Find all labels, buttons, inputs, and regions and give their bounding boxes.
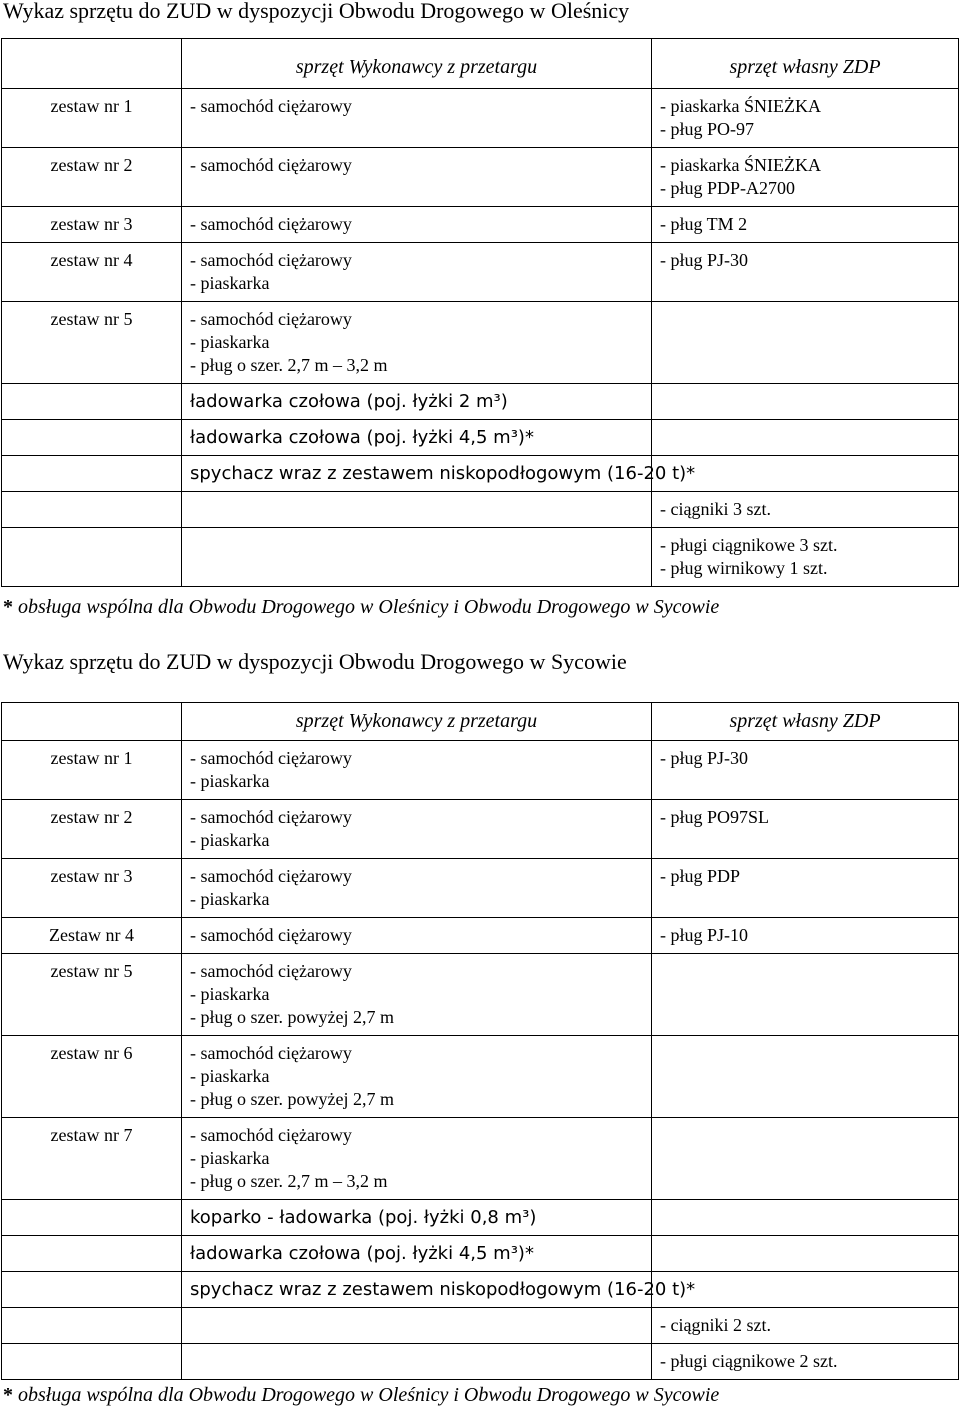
header-empty	[2, 39, 182, 89]
set-label: zestaw nr 3	[2, 859, 182, 918]
table-row	[2, 456, 959, 492]
table-row	[2, 1200, 959, 1236]
table-row	[2, 89, 959, 148]
contractor-equipment	[182, 741, 652, 800]
equipment-item: - piaskarka	[190, 332, 270, 352]
equipment-item: - samochód ciężarowy	[190, 1125, 352, 1145]
contractor-equipment	[182, 420, 652, 456]
table-row	[2, 1272, 959, 1308]
equipment-item: - pług PJ-30	[660, 250, 749, 270]
own-equipment	[652, 859, 959, 918]
footnote-mark: *	[3, 596, 13, 618]
table-row	[2, 420, 959, 456]
set-label	[2, 492, 182, 528]
set-label: zestaw nr 7	[2, 1118, 182, 1200]
equipment-item: - ciągniki 3 szt.	[660, 499, 771, 519]
equipment-item: ładowarka czołowa (poj. łyżki 4,5 m³)*	[190, 427, 534, 448]
contractor-equipment	[182, 1236, 652, 1272]
own-equipment	[652, 1200, 959, 1236]
table-row	[2, 1236, 959, 1272]
set-label	[2, 1200, 182, 1236]
contractor-equipment	[182, 207, 652, 243]
contractor-equipment	[182, 148, 652, 207]
own-equipment	[652, 1036, 959, 1118]
own-equipment	[652, 207, 959, 243]
own-equipment	[652, 384, 959, 420]
footnote-mark: *	[3, 1384, 13, 1406]
header-contractor: sprzęt Wykonawcy z przetargu	[182, 703, 652, 741]
contractor-equipment	[182, 859, 652, 918]
header-own: sprzęt własny ZDP	[652, 703, 959, 741]
section1-title: Wykaz sprzętu do ZUD w dyspozycji Obwodu Drogowego w Oleśnicy	[3, 0, 630, 23]
equipment-item: ładowarka czołowa (poj. łyżki 4,5 m³)*	[190, 1243, 534, 1264]
own-equipment	[652, 1236, 959, 1272]
contractor-equipment	[182, 492, 652, 528]
table-row	[2, 528, 959, 587]
contractor-equipment	[182, 1308, 652, 1344]
table-row	[2, 492, 959, 528]
set-label	[2, 1308, 182, 1344]
own-equipment	[652, 89, 959, 148]
equipment-item: spychacz wraz z zestawem niskopodłogowym (16-20 t)*	[190, 1279, 696, 1300]
table-row	[2, 207, 959, 243]
table-row	[2, 800, 959, 859]
equipment-item: - samochód ciężarowy	[190, 748, 352, 768]
section2-title: Wykaz sprzętu do ZUD w dyspozycji Obwodu Drogowego w Sycowie	[3, 649, 627, 674]
own-equipment	[652, 528, 959, 587]
equipment-item: - samochód ciężarowy	[190, 1043, 352, 1063]
equipment-item: - piaskarka	[190, 1066, 270, 1086]
equipment-item: - samochód ciężarowy	[190, 309, 352, 329]
contractor-equipment	[182, 456, 696, 492]
set-label	[2, 384, 182, 420]
own-equipment	[652, 1272, 959, 1308]
equipment-item: - pługi ciągnikowe 3 szt.	[660, 535, 838, 555]
set-label: zestaw nr 1	[2, 89, 182, 148]
equipment-item: - pług PO97SL	[660, 807, 770, 827]
set-label	[2, 1344, 182, 1380]
table-row	[2, 1344, 959, 1380]
equipment-item: - samochód ciężarowy	[190, 866, 352, 886]
equipment-item: - pług PO-97	[660, 119, 754, 139]
contractor-equipment	[182, 528, 652, 587]
set-label: zestaw nr 3	[2, 207, 182, 243]
equipment-item: - pługi ciągnikowe 2 szt.	[660, 1351, 838, 1371]
equipment-item: - piaskarka	[190, 273, 270, 293]
equipment-item: - piaskarka ŚNIEŻKA	[660, 96, 821, 116]
equipment-item: koparko - ładowarka (poj. łyżki 0,8 m³)	[190, 1207, 537, 1228]
equipment-item: - samochód ciężarowy	[190, 250, 352, 270]
contractor-equipment	[182, 1036, 652, 1118]
footnote-1	[3, 595, 719, 619]
contractor-equipment	[182, 302, 652, 384]
contractor-equipment	[182, 89, 652, 148]
equipment-item: - pług o szer. powyżej 2,7 m	[190, 1089, 394, 1109]
set-label: zestaw nr 5	[2, 954, 182, 1036]
equipment-item: spychacz wraz z zestawem niskopodłogowym (16-20 t)*	[190, 463, 696, 484]
equipment-item: - ciągniki 2 szt.	[660, 1315, 771, 1335]
own-equipment	[652, 148, 959, 207]
equipment-item: ładowarka czołowa (poj. łyżki 2 m³)	[190, 391, 508, 412]
equipment-item: - pług PJ-30	[660, 748, 749, 768]
own-equipment	[652, 243, 959, 302]
table-row	[2, 148, 959, 207]
equipment-item: - pług wirnikowy 1 szt.	[660, 558, 828, 578]
equipment-item: - piaskarka	[190, 771, 270, 791]
set-label: zestaw nr 2	[2, 800, 182, 859]
equipment-item: - pług PDP-A2700	[660, 178, 796, 198]
set-label: zestaw nr 1	[2, 741, 182, 800]
set-label	[2, 420, 182, 456]
equipment-item: - samochód ciężarowy	[190, 807, 352, 827]
own-equipment	[652, 456, 959, 492]
table-row	[2, 954, 959, 1036]
own-equipment	[652, 420, 959, 456]
equipment-item: - samochód ciężarowy	[190, 925, 352, 945]
contractor-equipment	[182, 384, 652, 420]
contractor-equipment	[182, 243, 652, 302]
equipment-item: - samochód ciężarowy	[190, 214, 352, 234]
own-equipment	[652, 492, 959, 528]
own-equipment	[652, 918, 959, 954]
set-label	[2, 528, 182, 587]
table-row	[2, 302, 959, 384]
equipment-item: - piaskarka	[190, 1148, 270, 1168]
equipment-item: - piaskarka	[190, 984, 270, 1004]
equipment-table-sycow	[1, 702, 959, 1380]
equipment-item: - piaskarka	[190, 830, 270, 850]
equipment-item: - samochód ciężarowy	[190, 155, 352, 175]
table-row	[2, 741, 959, 800]
own-equipment	[652, 302, 959, 384]
equipment-item: - pług o szer. 2,7 m – 3,2 m	[190, 355, 388, 375]
header-empty	[2, 703, 182, 741]
header-own: sprzęt własny ZDP	[652, 39, 959, 89]
table-row	[2, 1308, 959, 1344]
equipment-item: - pług PJ-10	[660, 925, 749, 945]
equipment-item: - samochód ciężarowy	[190, 961, 352, 981]
footnote-text: obsługa wspólna dla Obwodu Drogowego w Oleśnicy i Obwodu Drogowego w Sycowie	[18, 596, 720, 618]
contractor-equipment	[182, 954, 652, 1036]
footnote-2	[3, 1383, 719, 1407]
table-row	[2, 859, 959, 918]
table-row	[2, 918, 959, 954]
contractor-equipment	[182, 800, 652, 859]
contractor-equipment	[182, 1344, 652, 1380]
contractor-equipment	[182, 1272, 696, 1308]
table-row	[2, 1118, 959, 1200]
header-contractor: sprzęt Wykonawcy z przetargu	[182, 39, 652, 89]
equipment-item: - pług PDP	[660, 866, 741, 886]
own-equipment	[652, 741, 959, 800]
set-label: zestaw nr 4	[2, 243, 182, 302]
table-row	[2, 243, 959, 302]
set-label	[2, 1236, 182, 1272]
table-row	[2, 1036, 959, 1118]
equipment-item: - piaskarka ŚNIEŻKA	[660, 155, 821, 175]
equipment-item: - samochód ciężarowy	[190, 96, 352, 116]
own-equipment	[652, 800, 959, 859]
contractor-equipment	[182, 918, 652, 954]
set-label: zestaw nr 6	[2, 1036, 182, 1118]
own-equipment	[652, 1344, 959, 1380]
own-equipment	[652, 1118, 959, 1200]
footnote-text: obsługa wspólna dla Obwodu Drogowego w Oleśnicy i Obwodu Drogowego w Sycowie	[18, 1384, 720, 1406]
equipment-item: - pług o szer. 2,7 m – 3,2 m	[190, 1171, 388, 1191]
equipment-item: - pług TM 2	[660, 214, 748, 234]
own-equipment	[652, 954, 959, 1036]
set-label: Zestaw nr 4	[2, 918, 182, 954]
contractor-equipment	[182, 1118, 652, 1200]
set-label: zestaw nr 2	[2, 148, 182, 207]
equipment-table-olesnica	[1, 38, 959, 587]
table-row	[2, 384, 959, 420]
set-label	[2, 456, 182, 492]
set-label: zestaw nr 5	[2, 302, 182, 384]
equipment-item: - pług o szer. powyżej 2,7 m	[190, 1007, 394, 1027]
contractor-equipment	[182, 1200, 652, 1236]
own-equipment	[652, 1308, 959, 1344]
set-label	[2, 1272, 182, 1308]
equipment-item: - piaskarka	[190, 889, 270, 909]
